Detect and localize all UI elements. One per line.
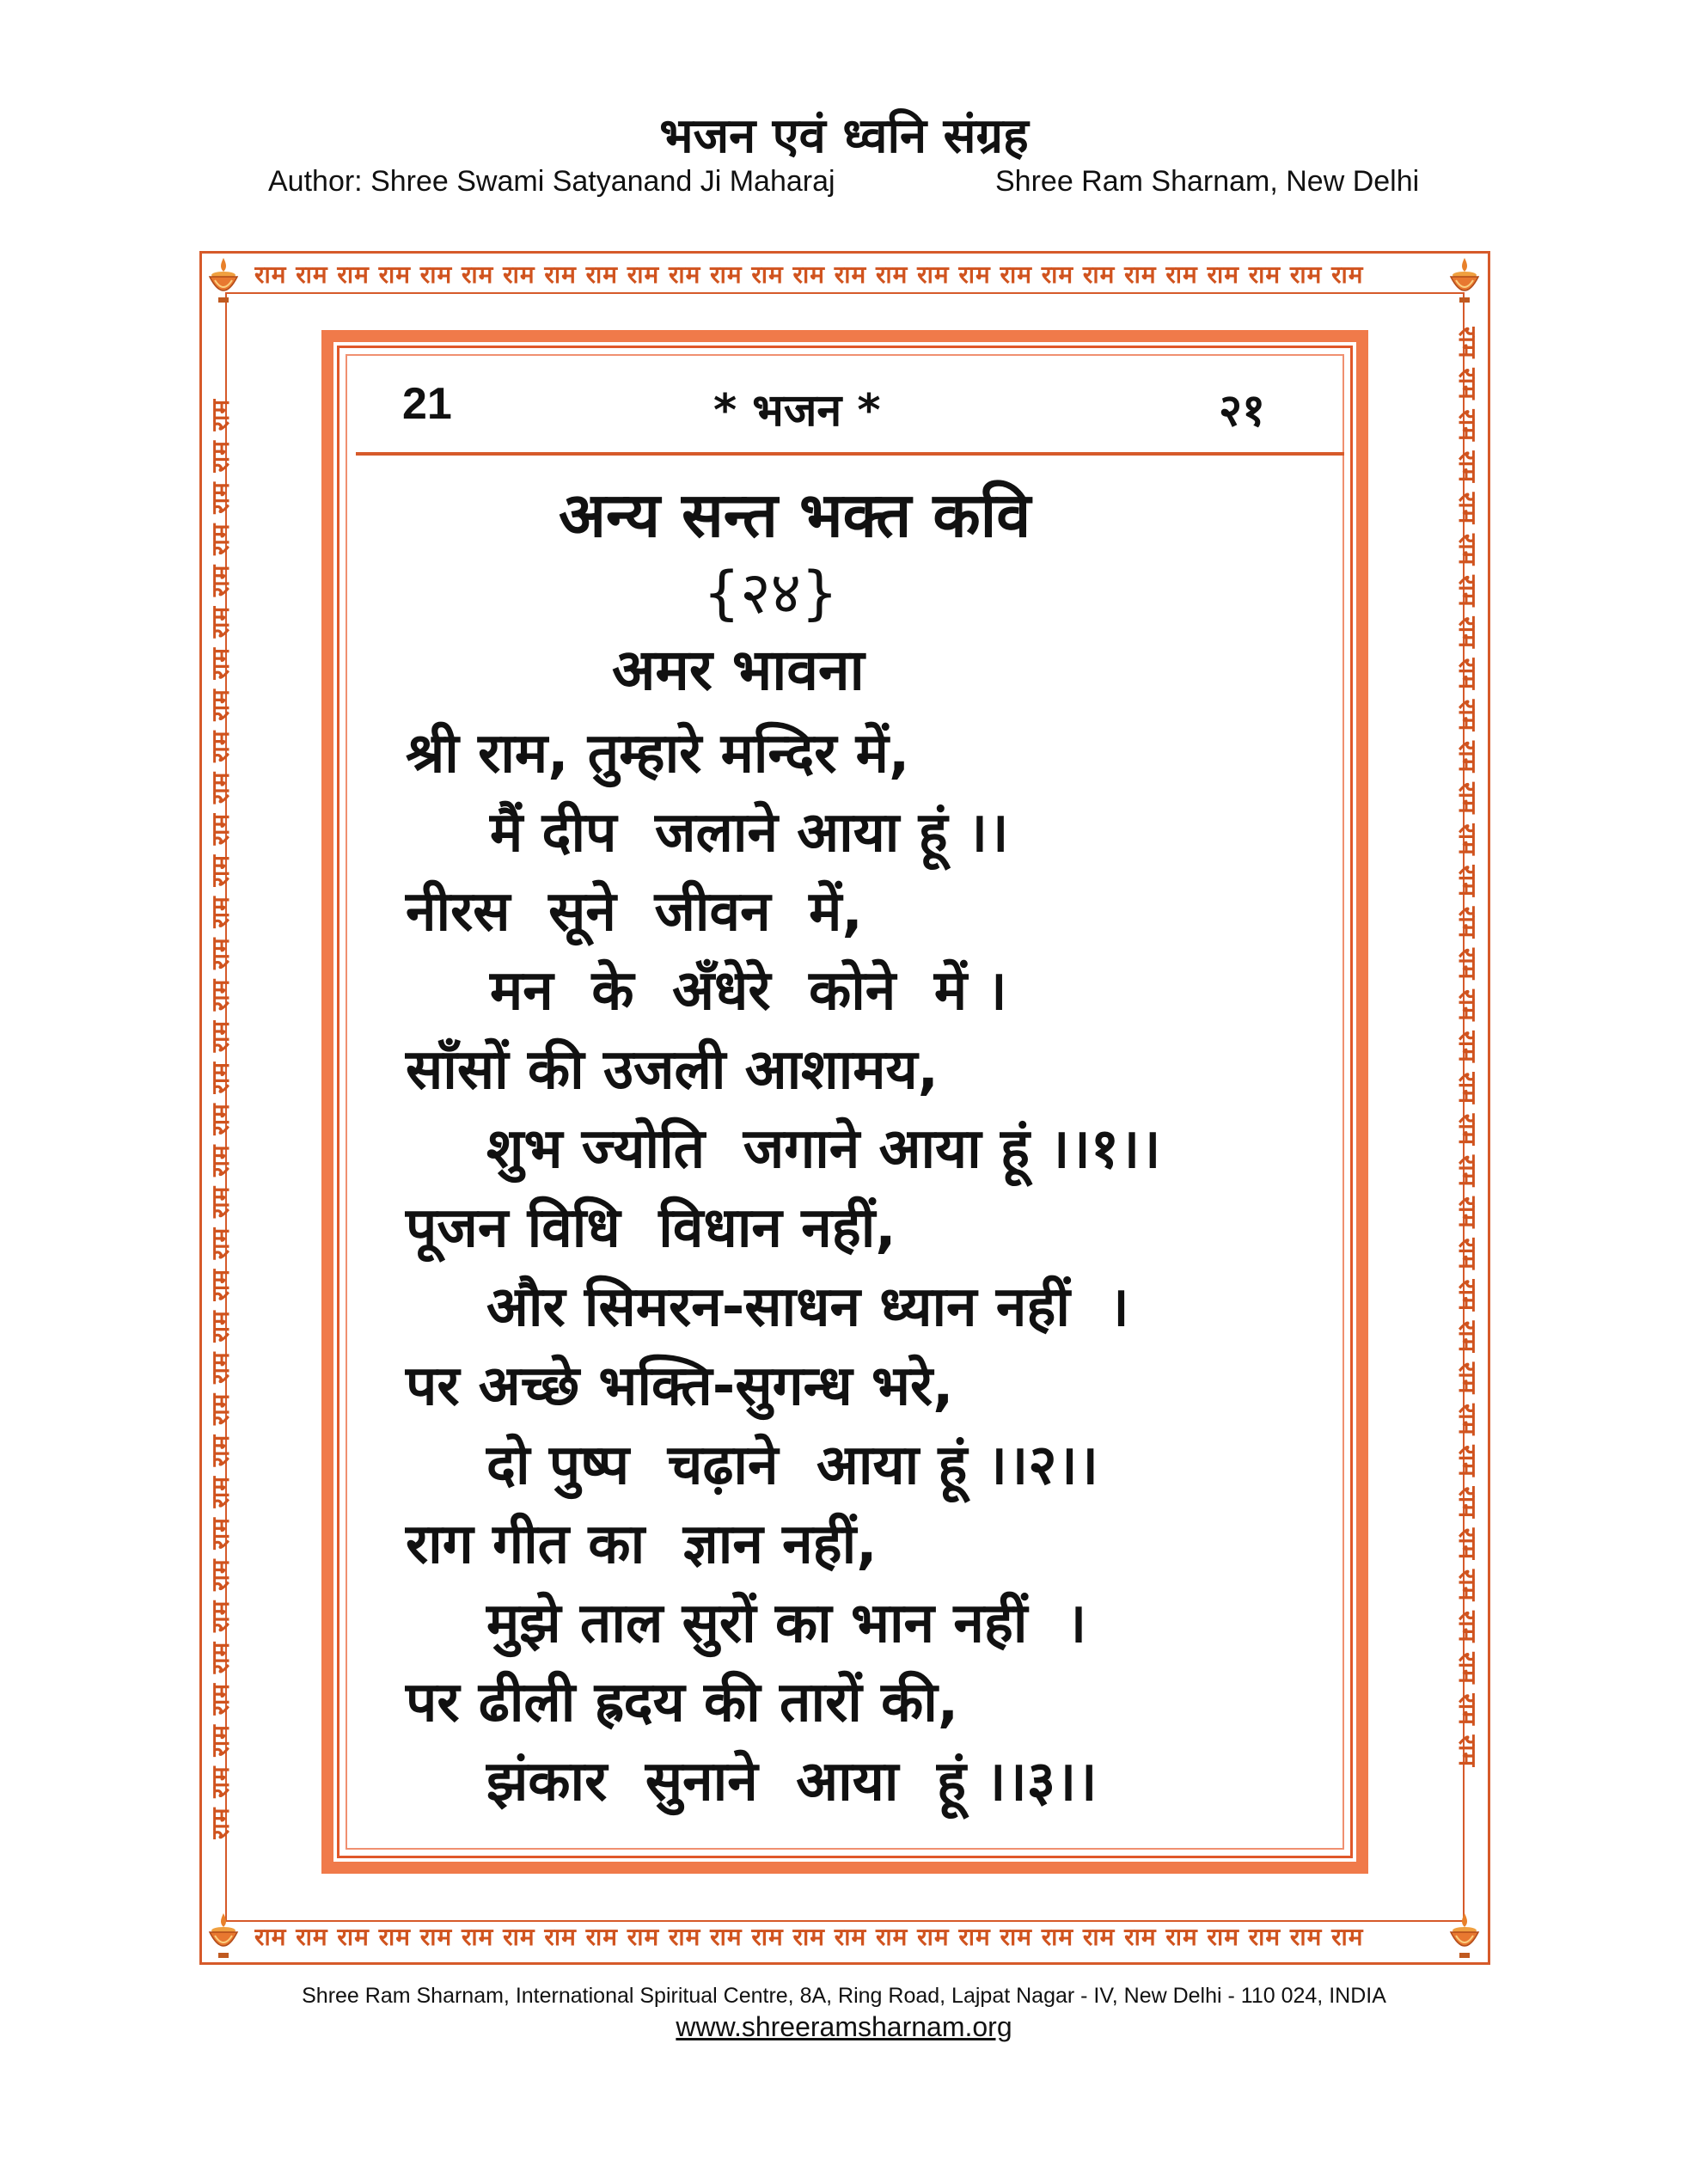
verse-line: शुभ ज्योति जगाने आया हूं ।।१।। — [486, 1117, 1161, 1181]
verse-line: दो पुष्प चढ़ाने आया हूं ।।२।। — [486, 1434, 1098, 1497]
lamp-icon — [1444, 1910, 1485, 1961]
lamp-icon — [1444, 254, 1485, 306]
ram-border-top: राम राम राम राम राम राम राम राम राम राम राम राम राम राम राम राम राम राम राम राम राम राम राम राम राम राम राम — [254, 260, 1364, 289]
verse-line: पूजन विधि विधान नहीं, — [406, 1196, 896, 1260]
bhajan-number: {२४} — [703, 560, 839, 627]
page-heading: * भजन * — [713, 385, 881, 437]
verse-line: राग गीत का ज्ञान नहीं, — [406, 1513, 878, 1576]
section-title: अन्य सन्त भक्त कवि — [559, 479, 1031, 551]
verse-line: श्री राम, तुम्हारे मन्दिर में, — [406, 722, 910, 786]
verse-line: और सिमरन-साधन ध्यान नहीं । — [486, 1276, 1129, 1339]
verse-line: पर ढीली ह्रदय की तारों की, — [406, 1671, 959, 1734]
page-number-devanagari: २१ — [1219, 385, 1266, 437]
verse-line: साँसों की उजली आशामय, — [406, 1038, 939, 1102]
ram-border-bottom: राम राम राम राम राम राम राम राम राम राम राम राम राम राम राम राम राम राम राम राम राम राम राम राम राम राम राम — [254, 1923, 1364, 1951]
document-title: भजन एवं ध्वनि संग्रह — [659, 108, 1029, 164]
ram-border-right: राम राम राम राम राम राम राम राम राम राम राम राम राम राम राम राम राम राम राम राम राम राम राम राम राम राम राम राम राम राम राम राम राम राम राम — [1453, 327, 1482, 1768]
heading-rule — [356, 452, 1344, 456]
verse-line: मैं दीप जलाने आया हूं ।। — [490, 801, 1009, 865]
ram-border-left: राम राम राम राम राम राम राम राम राम राम राम राम राम राम राम राम राम राम राम राम राम राम राम राम राम राम राम राम राम राम राम राम राम राम राम — [206, 398, 235, 1839]
lamp-icon — [203, 254, 244, 306]
verse-line: पर अच्छे भक्ति-सुगन्ध भरे, — [406, 1355, 954, 1418]
page-number-latin: 21 — [402, 379, 452, 429]
author-line: Author: Shree Swami Satyanand Ji Maharaj — [268, 165, 835, 198]
verse-line: नीरस सूने जीवन में, — [406, 880, 863, 944]
organization-line: Shree Ram Sharnam, New Delhi — [995, 165, 1420, 198]
verse-line: झंकार सुनाने आया हूं ।।३।। — [486, 1750, 1098, 1814]
verse-line: मन के अँधेरे कोने में । — [490, 959, 1007, 1023]
bhajan-title: अमर भावना — [612, 637, 865, 703]
footer-website-link[interactable]: www.shreeramsharnam.org — [676, 2011, 1012, 2042]
lamp-icon — [203, 1910, 244, 1961]
verse-line: मुझे ताल सुरों का भान नहीं । — [486, 1592, 1087, 1655]
footer-address: Shree Ram Sharnam, International Spiritual Centre, 8A, Ring Road, Lajpat Nagar - IV, New Delhi - 110 024, INDIA — [302, 1984, 1386, 2008]
